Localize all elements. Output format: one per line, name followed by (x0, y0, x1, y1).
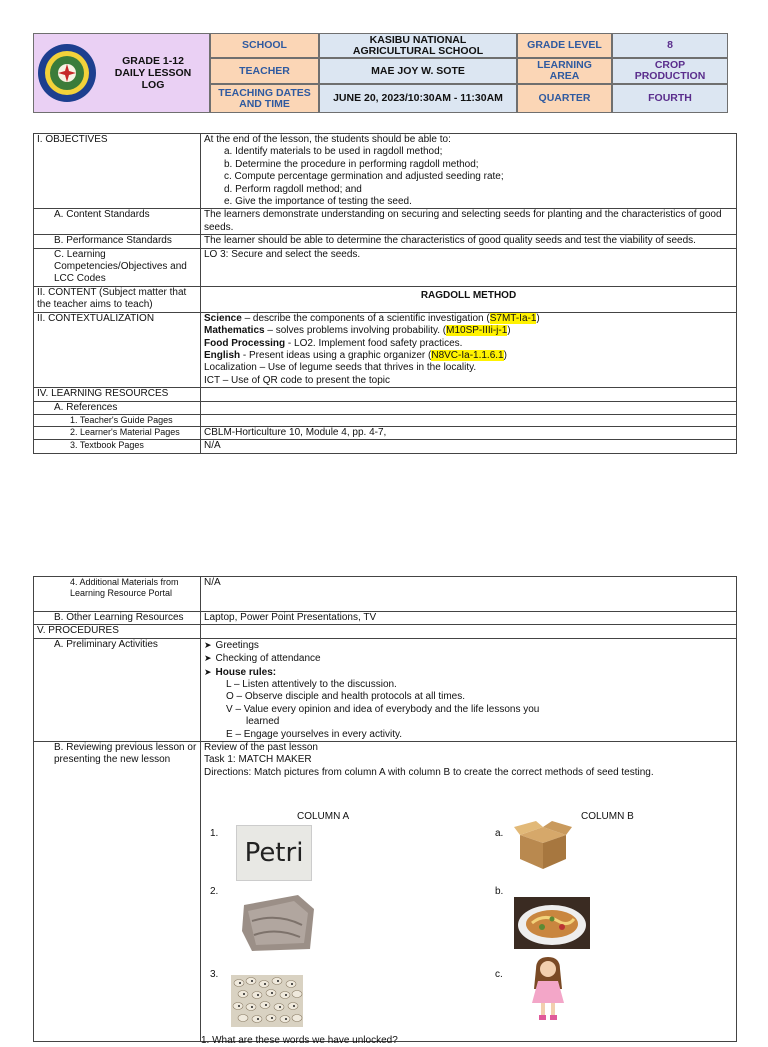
learning-area-value-line: PRODUCTION (634, 70, 706, 82)
objective-item: c. Compute percentage germination and adjusted seeding rate; (224, 171, 504, 183)
column-b-title: COLUMN B (581, 811, 634, 823)
attendance-text: Checking of attendance (215, 653, 321, 665)
petri-word-card: Petri (236, 825, 312, 881)
item-number: 1. (210, 828, 219, 840)
math-label: Mathematics (204, 325, 265, 337)
english-line (204, 350, 733, 362)
dates-label (210, 84, 319, 113)
table-row (34, 577, 737, 612)
other-resources-label: B. Other Learning Resources (34, 612, 201, 625)
rule-item: O – Observe disciple and health protocols at all times. (226, 691, 466, 703)
table-row (34, 612, 737, 625)
ict-line: ICT – Use of QR code to present the topic (204, 374, 391, 386)
english-label: English (204, 349, 241, 361)
lesson-table-part1 (33, 133, 737, 454)
item-number: 3. (210, 969, 219, 981)
item-letter: b. (495, 886, 504, 898)
textbook-value: N/A (201, 440, 737, 453)
objectives-list (204, 146, 733, 208)
paren: ) (536, 312, 540, 324)
school-value (319, 33, 517, 58)
rule-item: learned (246, 716, 280, 728)
math-code: M10SP-IIIi-j-1 (446, 325, 508, 337)
greetings-text: Greetings (215, 639, 259, 651)
deped-seal-icon (37, 43, 97, 103)
objective-item: b. Determine the procedure in performing ragdoll method; (224, 158, 479, 170)
paren: ) (503, 349, 507, 361)
review-line: Review of the past lesson (204, 742, 318, 754)
performance-standards-label: B. Performance Standards (34, 235, 201, 248)
arrow-bullet-icon: ➤ (204, 639, 212, 650)
preliminary-cell (201, 638, 737, 741)
science-label: Science (204, 312, 242, 324)
science-code: S7MT-Ia-1 (489, 312, 537, 324)
empty-cell (201, 625, 737, 638)
paren: ) (507, 325, 511, 337)
house-rules-list (204, 679, 733, 741)
textbook-label: 3. Textbook Pages (34, 440, 201, 453)
attendance-item (204, 652, 733, 665)
empty-cell (201, 414, 737, 426)
learning-area-value (612, 58, 728, 84)
header-logo-cell (33, 33, 210, 113)
learning-area-value-line: CROP (654, 59, 686, 71)
table-row (34, 286, 737, 312)
objective-item: a. Identify materials to be used in ragdoll method; (224, 146, 443, 158)
table-row (34, 401, 737, 414)
table-row (34, 742, 737, 1042)
dates-value: JUNE 20, 2023/10:30AM - 11:30AM (319, 84, 517, 113)
performance-standards-value: The learner should be able to determine the characteristics of good quality seeds and test the viability of seeds. (201, 235, 737, 248)
header-table (33, 33, 728, 113)
dates-label-line: AND TIME (239, 97, 290, 110)
grade-level-label: GRADE LEVEL (517, 33, 612, 58)
table-row (34, 248, 737, 286)
title-line: DAILY LESSON (114, 67, 192, 79)
column-a-title: COLUMN A (297, 811, 350, 823)
learning-area-label (517, 58, 612, 84)
objective-item: d. Perform ragdoll method; and (224, 183, 362, 195)
content-label: II. CONTENT (Subject matter that the teacher aims to teach) (34, 286, 201, 312)
empty-cell (201, 388, 737, 401)
header-title (97, 55, 209, 91)
food-line (204, 338, 733, 350)
objectives-intro: At the end of the lesson, the students should be able to: (204, 134, 451, 145)
additional-materials-value: N/A (201, 577, 737, 612)
table-row (34, 440, 737, 453)
quarter-label: QUARTER (517, 84, 612, 113)
table-row (34, 235, 737, 248)
content-standards-value: The learners demonstrate understanding on securing and selecting seeds for planting and the characteristics of good seeds. (201, 209, 737, 235)
localization-line: Localization – Use of legume seeds that thrives in the locality. (204, 362, 477, 374)
contextualization-label: II. CONTEXTUALIZATION (34, 312, 201, 387)
food-text: - LO2. Implement food safety practices. (285, 337, 463, 349)
table-row (34, 638, 737, 741)
title-line: GRADE 1-12 (122, 55, 184, 67)
procedures-label: V. PROCEDURES (34, 625, 201, 638)
other-resources-value: Laptop, Power Point Presentations, TV (201, 612, 737, 625)
objectives-label: I. OBJECTIVES (34, 134, 201, 209)
learning-area-label-line: AREA (549, 70, 580, 82)
learners-material-label: 2. Learner's Material Pages (34, 426, 201, 439)
table-row (34, 312, 737, 387)
doll-image (526, 955, 570, 1023)
learning-resources-label: IV. LEARNING RESOURCES (34, 388, 201, 401)
english-text: - Present ideas using a graphic organizer ( (240, 349, 432, 361)
food-label: Food Processing (204, 337, 286, 349)
content-value: RAGDOLL METHOD (201, 286, 737, 312)
empty-cell (201, 401, 737, 414)
table-row (34, 426, 737, 439)
rule-item: V – Value every opinion and idea of everybody and the life lessons you (226, 703, 540, 715)
preliminary-label: A. Preliminary Activities (34, 638, 201, 741)
quarter-value: FOURTH (612, 84, 728, 113)
seeds-image (231, 975, 303, 1027)
rule-item: E – Engage yourselves in every activity. (226, 728, 403, 740)
science-text: – describe the components of a scientific investigation ( (241, 312, 490, 324)
house-rules-item (204, 666, 733, 679)
contextualization-cell (201, 312, 737, 387)
objective-item: e. Give the importance of testing the seed. (224, 196, 412, 208)
teacher-label: TEACHER (210, 58, 319, 84)
greetings-item (204, 639, 733, 652)
objectives-cell (201, 134, 737, 209)
school-label: SCHOOL (210, 33, 319, 58)
learning-area-label-line: LEARNING (537, 59, 592, 71)
teacher-value: MAE JOY W. SOTE (319, 58, 517, 84)
reviewing-label: B. Reviewing previous lesson or presenting the new lesson (34, 742, 201, 1042)
learners-material-value: CBLM-Horticulture 10, Module 4, pp. 4-7, (201, 426, 737, 439)
item-letter: a. (495, 828, 504, 840)
school-value-line: AGRICULTURAL SCHOOL (352, 44, 484, 57)
title-line: LOG (141, 79, 165, 91)
item-letter: c. (495, 969, 503, 981)
teachers-guide-label: 1. Teacher's Guide Pages (34, 414, 201, 426)
table-row (34, 414, 737, 426)
dates-label-line: TEACHING DATES (218, 86, 311, 99)
school-value-line: KASIBU NATIONAL (369, 33, 467, 46)
content-standards-label: A. Content Standards (34, 209, 201, 235)
reviewing-cell (201, 742, 737, 1046)
table-row (34, 625, 737, 638)
matching-columns (201, 779, 733, 1046)
arrow-bullet-icon: ➤ (204, 666, 212, 677)
house-rules-title: House rules: (215, 666, 277, 678)
food-dish-image (514, 897, 590, 949)
table-row (34, 388, 737, 401)
math-line (204, 325, 733, 337)
competencies-value: LO 3: Secure and select the seeds. (201, 248, 737, 286)
math-text: – solves problems involving probability. ( (264, 325, 447, 337)
lesson-table-part2 (33, 576, 737, 1046)
table-row (34, 134, 737, 209)
english-code: N8VC-Ia-1.1.6.1 (431, 349, 504, 361)
references-label: A. References (34, 401, 201, 414)
science-line (204, 313, 733, 325)
task-directions: Directions: Match pictures from column A with column B to create the correct methods of seed testing. (204, 766, 654, 778)
unlock-question: 1. What are these words we have unlocked? (201, 1034, 398, 1046)
arrow-bullet-icon: ➤ (204, 653, 212, 664)
additional-materials-label: 4. Additional Materials from Learning Resource Portal (34, 577, 201, 612)
table-row (34, 209, 737, 235)
item-number: 2. (210, 886, 219, 898)
cardboard-box-image (514, 819, 572, 871)
competencies-label: C. Learning Competencies/Objectives and LCC Codes (34, 248, 201, 286)
task-title: Task 1: MATCH MAKER (204, 754, 312, 766)
grade-level-value: 8 (612, 33, 728, 58)
rule-item: L – Listen attentively to the discussion. (226, 679, 397, 691)
rag-cloth-image (238, 891, 320, 955)
